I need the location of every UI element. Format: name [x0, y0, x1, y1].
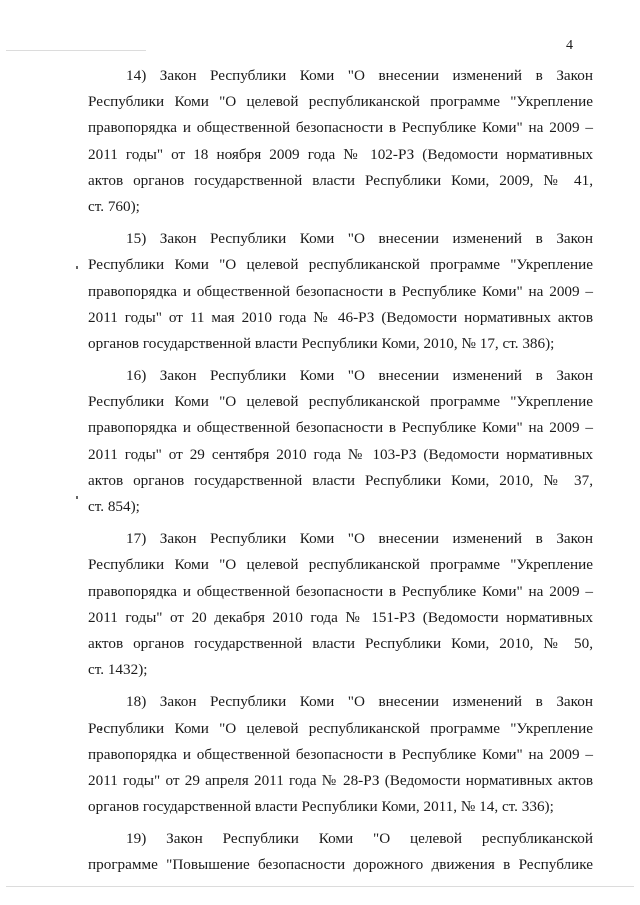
paragraph-line: 18) Закон Республики Коми "О внесении изменений в Закон — [126, 693, 593, 711]
list-item — [88, 226, 593, 357]
paragraph-line: 16) Закон Республики Коми "О внесении изменений в Закон — [126, 367, 593, 385]
paragraph-line: актов органов государственной власти Республики Коми, 2009, № 41, — [88, 171, 593, 189]
paragraph-line: правопорядка и общественной безопасности в Республике Коми" на 2009 – — [88, 745, 593, 763]
list-item — [88, 526, 593, 683]
paragraph-line: 2011 годы" от 18 ноября 2009 года № 102-РЗ (Ведомости нормативных — [88, 145, 593, 163]
paragraph-line: органов государственной власти Республики Коми, 2011, № 14, ст. 336); — [88, 798, 554, 816]
paragraph-line: Республики Коми "О целевой республиканской программе "Укрепление — [88, 719, 593, 737]
paragraph-line: Республики Коми "О целевой республиканской программе "Укрепление — [88, 393, 593, 411]
paragraph-line: 14) Закон Республики Коми "О внесении изменений в Закон — [126, 67, 593, 84]
paragraph-line: 2011 годы" от 11 мая 2010 года № 46-РЗ (Ведомости нормативных актов — [88, 308, 593, 326]
paragraph-line: Республики Коми "О целевой республиканской программе "Укрепление — [88, 556, 593, 574]
paragraph-line: правопорядка и общественной безопасности в Республике Коми" на 2009 – — [88, 119, 593, 137]
paragraph-line: 2011 годы" от 20 декабря 2010 года № 151-РЗ (Ведомости нормативных — [88, 608, 593, 626]
list-item — [88, 63, 593, 220]
list-item — [88, 689, 593, 820]
paragraph-line: 15) Закон Республики Коми "О внесении изменений в Закон — [126, 230, 593, 248]
paragraph-line: актов органов государственной власти Республики Коми, 2010, № 50, — [88, 634, 593, 652]
paragraph-line: актов органов государственной власти Республики Коми, 2010, № 37, — [88, 471, 593, 489]
paragraph-line: правопорядка и общественной безопасности в Республике Коми" на 2009 – — [88, 282, 593, 300]
paragraph-line: органов государственной власти Республики Коми, 2010, № 17, ст. 386); — [88, 334, 555, 352]
scan-artifact-tick — [76, 266, 78, 269]
paragraph-line: 2011 годы" от 29 сентября 2010 года № 103-РЗ (Ведомости нормативных — [88, 445, 593, 463]
list-item — [88, 826, 593, 878]
paragraph-line: Республики Коми "О целевой республиканской программе "Укрепление — [88, 256, 593, 274]
scan-artifact-top — [6, 50, 146, 51]
paragraph-line: правопорядка и общественной безопасности в Республике Коми" на 2009 – — [88, 582, 593, 600]
paragraph-line: 17) Закон Республики Коми "О внесении изменений в Закон — [126, 530, 593, 548]
document-body — [88, 63, 593, 885]
list-item — [88, 363, 593, 520]
paragraph-line: 2011 годы" от 29 апреля 2011 года № 28-РЗ (Ведомости нормативных актов — [88, 771, 593, 789]
page-number: 4 — [566, 38, 573, 53]
paragraph-line: Республики Коми "О целевой республиканской программе "Укрепление — [88, 93, 593, 111]
scan-artifact-tick — [76, 496, 78, 499]
paragraph-line: ст. 854); — [88, 498, 140, 515]
paragraph-line: правопорядка и общественной безопасности в Республике Коми" на 2009 – — [88, 419, 593, 437]
paragraph-line: программе "Повышение безопасности дорожного движения в Республике — [88, 856, 593, 874]
paragraph-line: ст. 1432); — [88, 661, 148, 679]
paragraph-line: 19) Закон Республики Коми "О целевой республиканской — [126, 830, 593, 848]
scan-artifact-bottom — [6, 886, 634, 887]
paragraph-line: ст. 760); — [88, 197, 140, 215]
